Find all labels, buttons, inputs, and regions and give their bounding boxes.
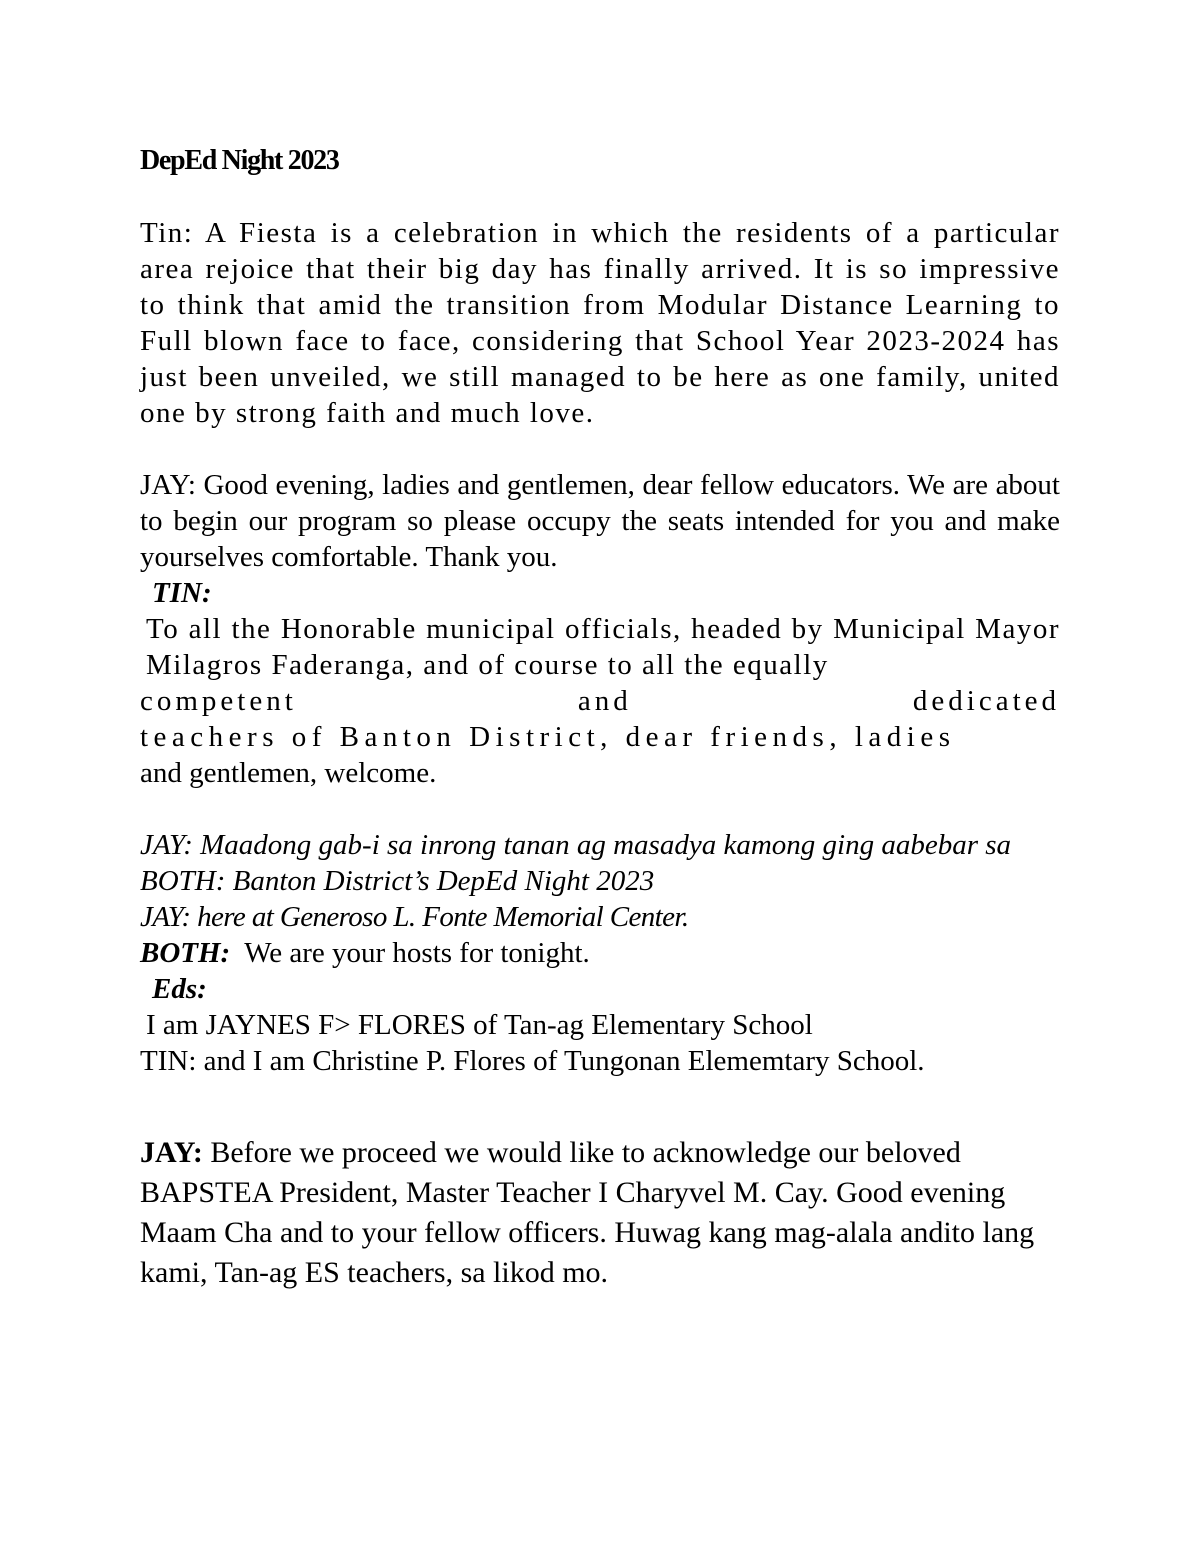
spacer — [140, 431, 1060, 467]
paragraph-tin-intro: Tin: A Fiesta is a celebration in which the residents of a particular area rejoice that their big day has finally arrived. It is so impressive to think that amid the transition from Modular Distance Learning to Full blown face to face, considering that School Year 2023-2024 has just been unveiled, we still managed to be here as one family, united one by strong faith and much love. — [140, 217, 1060, 429]
spacer — [140, 1079, 1060, 1133]
paragraph-tin-officials-line2: competent and dedicated — [140, 685, 1060, 717]
both-event-line: BOTH: Banton District’s DepEd Night 2023 — [140, 865, 655, 897]
document-title: DepEd Night 2023 — [140, 145, 339, 176]
paragraph-tin-officials: To all the Honorable municipal officials, headed by Municipal Mayor Milagros Faderanga, and of course to all the equally — [146, 613, 1060, 681]
both-hosts-text: We are your hosts for tonight. — [244, 937, 590, 969]
tin-intro-line: TIN: and I am Christine P. Flores of Tungonan Elememtary School. — [140, 1045, 925, 1077]
jaynes-intro-line: I am JAYNES F> FLORES of Tan-ag Elementary School — [146, 1009, 813, 1041]
jay-venue-line: JAY: here at Generoso L. Fonte Memorial Center. — [140, 901, 689, 933]
paragraph-jay-welcome: JAY: Good evening, ladies and gentlemen, dear fellow educators. We are about to begin our program so please occupy the seats intended for you and make yourselves comfortable. Thank you. — [140, 469, 1060, 573]
paragraph-tin-officials-line3: teachers of Banton District, dear friends, ladies — [140, 721, 956, 753]
speaker-label-tin — [140, 575, 1060, 611]
document-page — [140, 143, 1060, 1293]
both-label: BOTH: — [140, 937, 231, 969]
spacer — [140, 179, 1060, 215]
spacer — [140, 791, 1060, 827]
paragraph-tin-officials-line4: and gentlemen, welcome. — [140, 757, 437, 789]
paragraph-jay-acknowledge — [140, 1133, 1060, 1293]
jay-greeting: JAY: Maadong gab-i sa inrong tanan ag masadya kamong ging aabebar sa — [140, 829, 1012, 861]
acknowledge-text: Before we proceed we would like to acknowledge our beloved BAPSTEA President, Master Teacher I Charyvel M. Cay. Good evening Maam Cha and to your fellow officers. Huwag kang mag-alala andito lang kami, Tan-ag ES teachers, sa likod mo. — [140, 1136, 1035, 1289]
speaker-label-eds — [140, 971, 1060, 1007]
tin-label: TIN: — [152, 577, 212, 609]
both-hosts-line — [140, 935, 1060, 971]
eds-label: Eds: — [152, 973, 207, 1005]
jay-label: JAY: — [140, 1136, 203, 1169]
